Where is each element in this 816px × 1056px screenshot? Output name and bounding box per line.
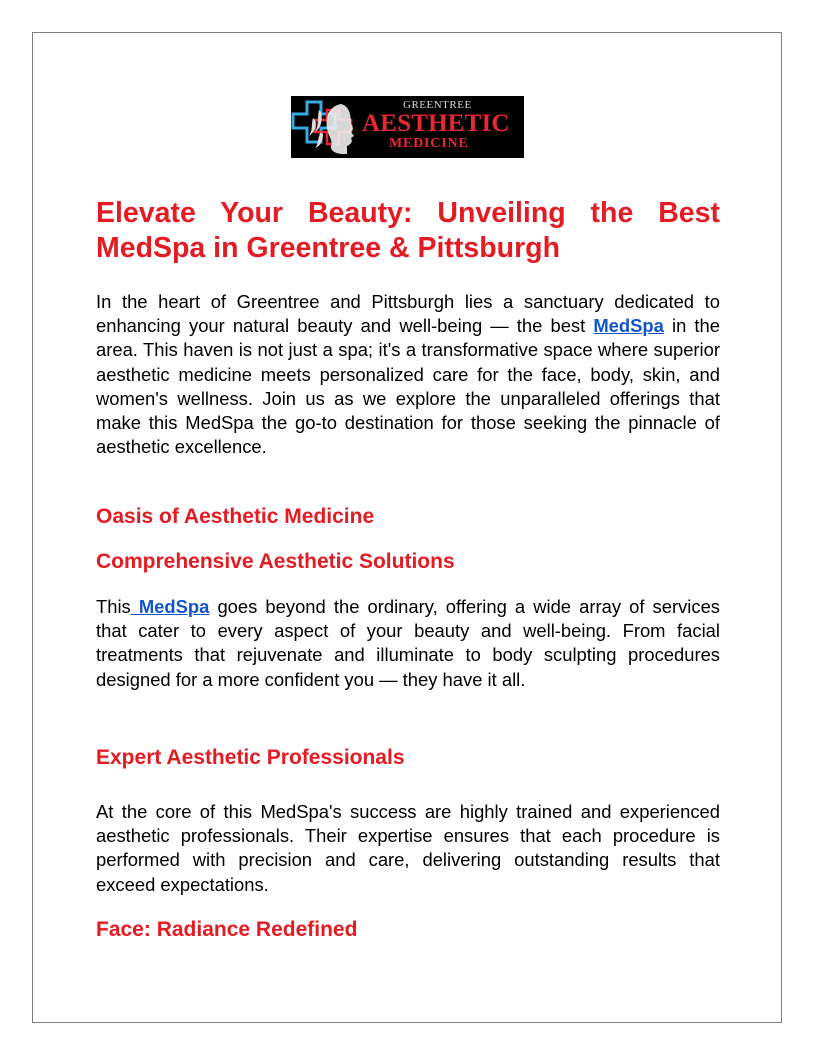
solutions-paragraph <box>96 595 720 692</box>
medspa-link-2[interactable]: MedSpa <box>130 596 210 617</box>
logo-medicine-text: MEDICINE <box>389 136 469 151</box>
section-heading-oasis: Oasis of Aesthetic Medicine <box>96 505 375 528</box>
logo-greentree-text: GREENTREE <box>403 99 472 111</box>
section-heading-professionals: Expert Aesthetic Professionals <box>96 746 405 769</box>
solutions-text-before: This <box>96 596 131 617</box>
section-heading-face: Face: Radiance Redefined <box>96 918 358 941</box>
section-heading-solutions: Comprehensive Aesthetic Solutions <box>96 550 455 573</box>
intro-text-before: In the heart of Greentree and Pittsburgh lies a sanctuary dedicated to enhancing your natural beauty and well-being — the best <box>96 291 720 337</box>
page-title: Elevate Your Beauty: Unveiling the Best MedSpa in Greentree & Pittsburgh <box>96 197 720 264</box>
intro-text-after: in the area. This haven is not just a spa; it's a transformative space where superior aesthetic medicine meets personalized care for the face, body, skin, and women's wellness. Join us as we explore the unparalleled offerings that make this MedSpa the go-to destination for those seeking the pinnacle of aesthetic excellence. <box>96 315 720 458</box>
greentree-aesthetic-logo <box>291 96 524 158</box>
solutions-text-after: goes beyond the ordinary, offering a wide array of services that cater to every aspect of your beauty and well-being. From facial treatments that rejuvenate and illuminate to body sculpting procedures designed for a more confident you — they have it all. <box>96 596 720 690</box>
intro-paragraph <box>96 290 720 459</box>
medspa-link[interactable]: MedSpa <box>593 315 664 337</box>
professionals-paragraph: At the core of this MedSpa's success are highly trained and experienced aesthetic professionals. Their expertise ensures that each procedure is performed with precision and care, delivering outstanding results that exceed expectations. <box>96 801 720 895</box>
logo-aesthetic-text: AESTHETIC <box>362 110 510 137</box>
